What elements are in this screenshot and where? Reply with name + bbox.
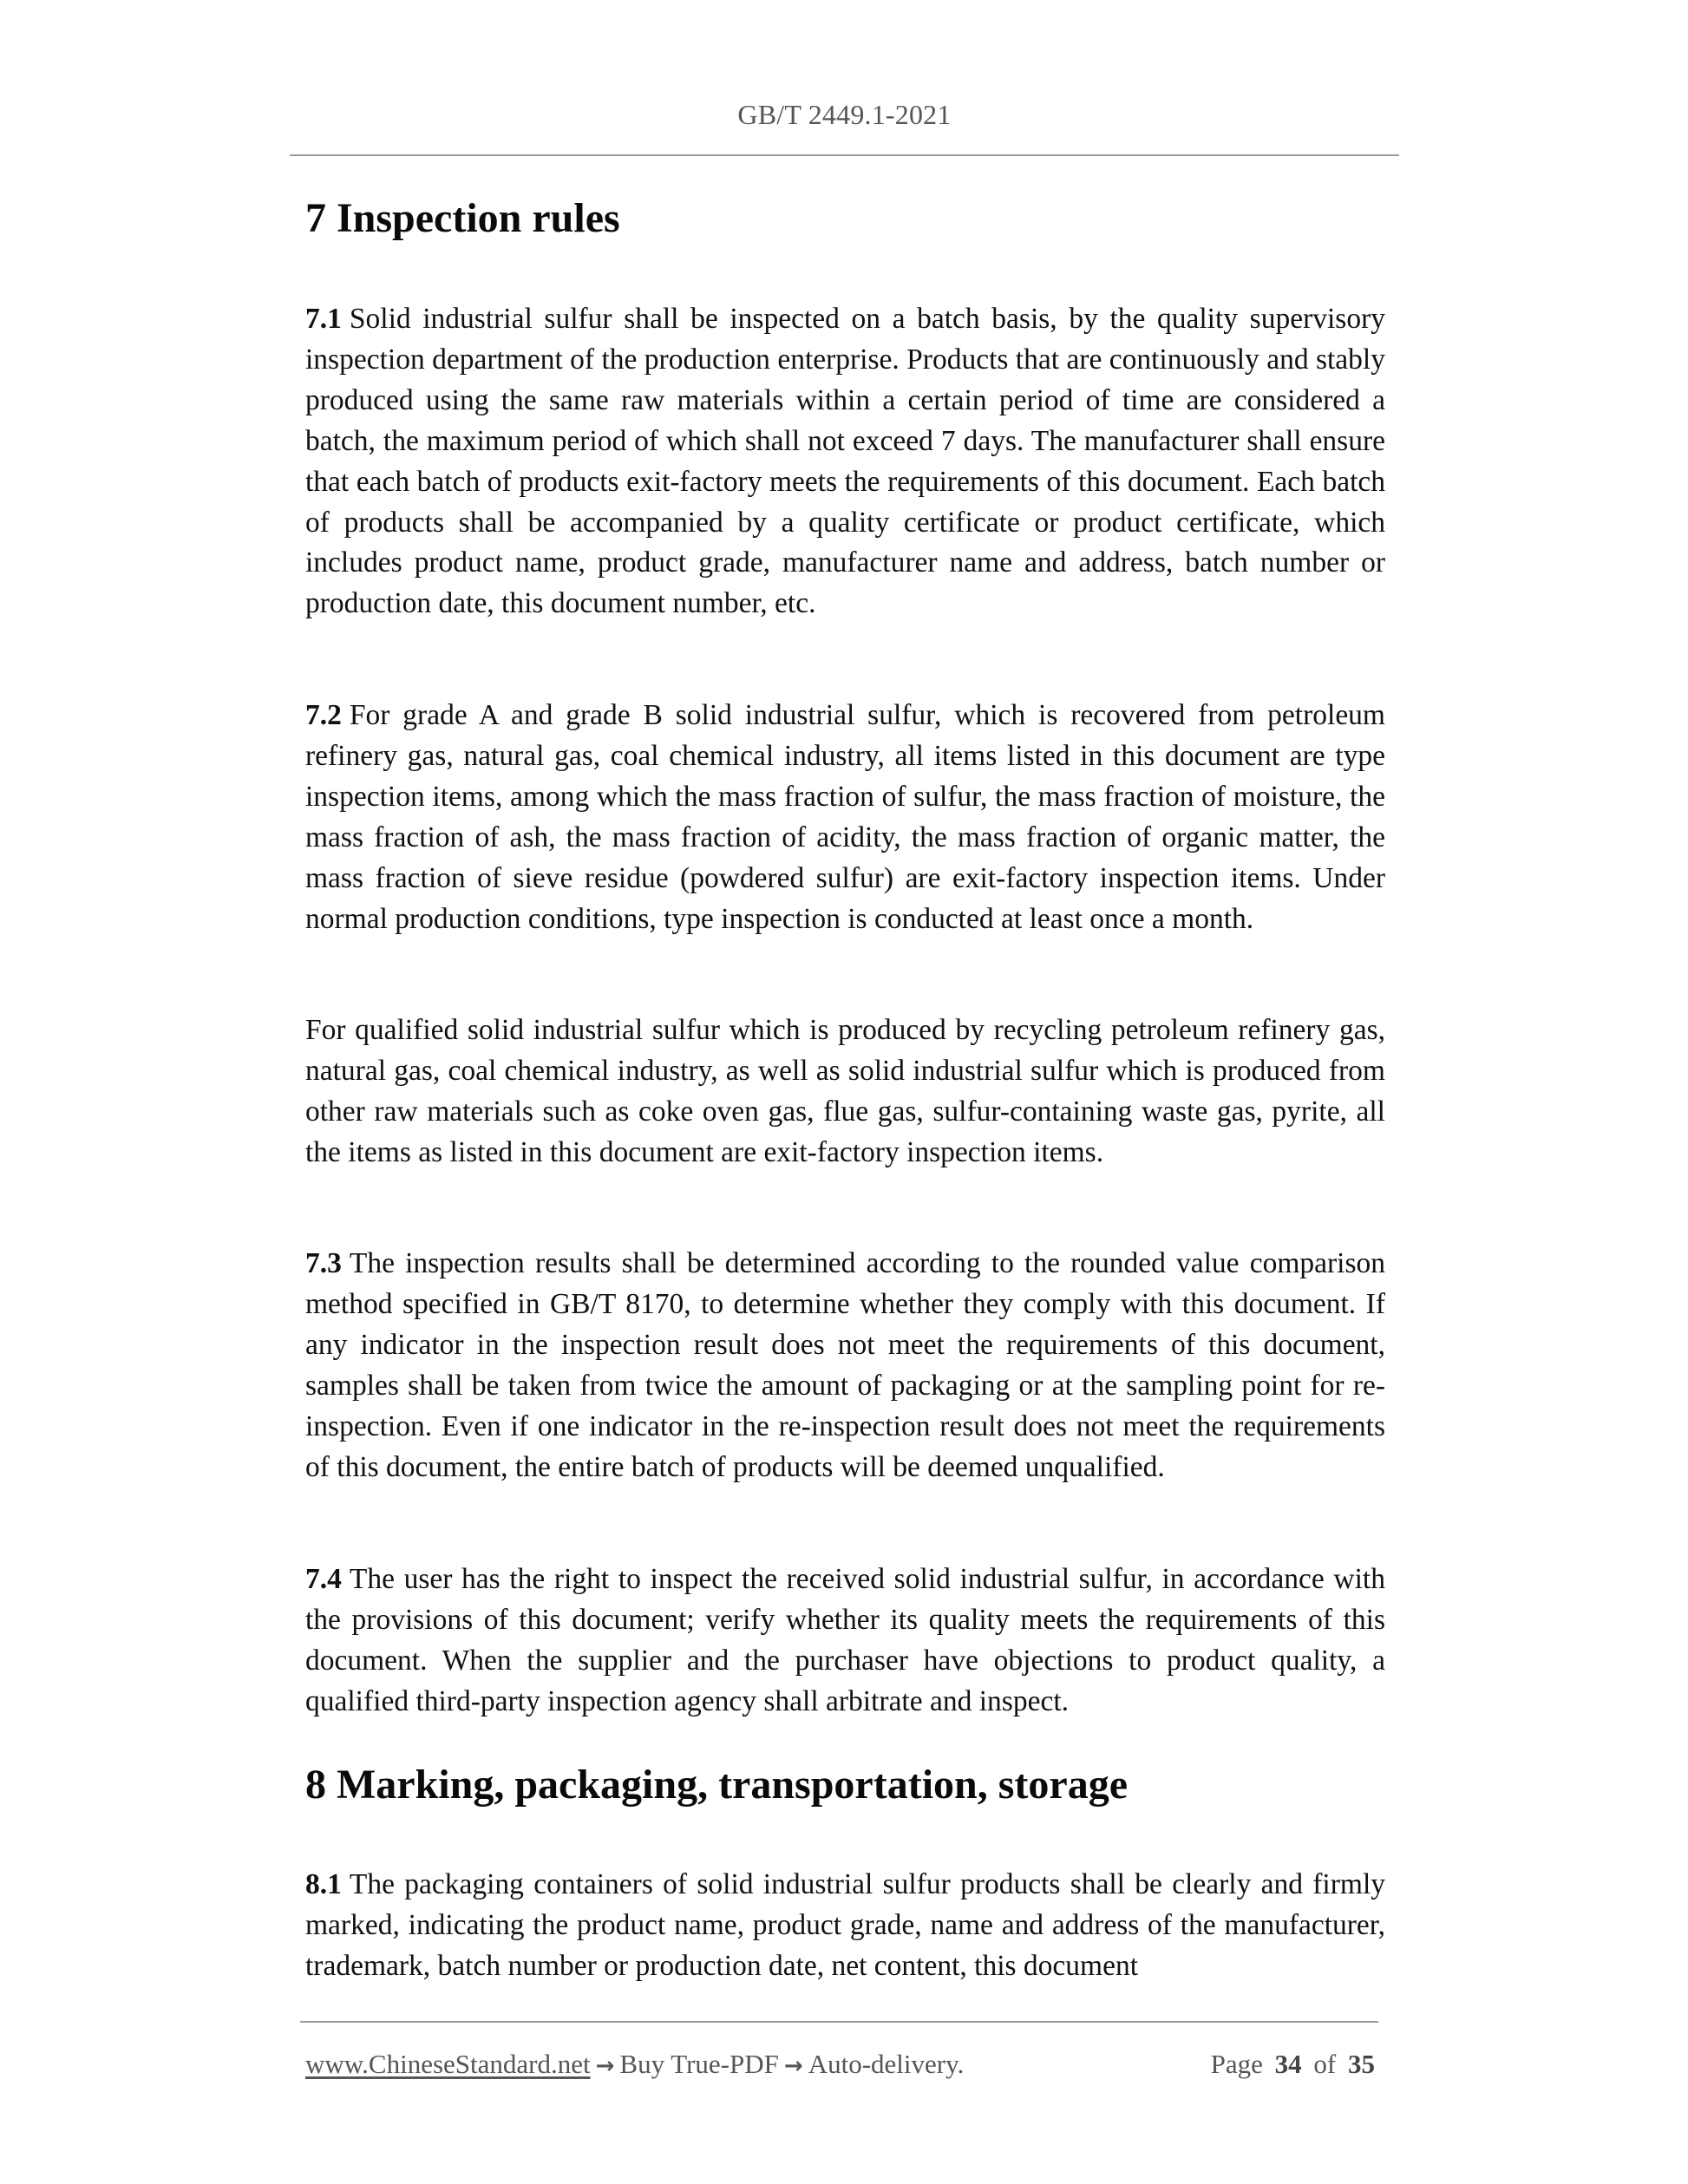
page-indicator (1211, 2049, 1375, 2080)
arrow-right-icon: → (595, 2053, 615, 2079)
clause-7-4 (305, 1560, 1385, 1723)
clause-7-2-continuation (305, 1010, 1385, 1174)
clause-number: 7.2 (305, 699, 342, 731)
section-heading-7: 7 Inspection rules (305, 195, 620, 241)
buy-true-pdf-text: Buy True-PDF (619, 2049, 779, 2079)
clause-text: For grade A and grade B solid industrial sulfur, which is recovered from petroleum refinery gas, natural gas, coal chemical industry, all items listed in this document are type inspection items, among which the mass fraction of sulfur, the mass fraction of moisture, the mass fraction of ash, the mass fraction of acidity, the mass fraction of organic matter, the mass fraction of sieve residue (powdered sulfur) are exit-factory inspection items. Under normal production conditions, type inspection is conducted at least once a month. (305, 699, 1385, 935)
site-link[interactable]: www.ChineseStandard.net (305, 2049, 591, 2079)
clause-number: 7.4 (305, 1563, 342, 1595)
clause-text: The user has the right to inspect the received solid industrial sulfur, in accordance with the provisions of this document; verify whether its quality meets the requirements of this document. When the supplier and the purchaser have objections to product quality, a qualified third-party inspection agency shall arbitrate and inspect. (305, 1563, 1385, 1717)
clause-text: For qualified solid industrial sulfur which is produced by recycling petroleum refinery gas, natural gas, coal chemical industry, as well as solid industrial sulfur which is produced from other raw materials such as coke oven gas, flue gas, sulfur-containing waste gas, pyrite, all the items as listed in this document are exit-factory inspection items. (305, 1014, 1385, 1168)
auto-delivery-text: Auto-delivery. (808, 2049, 965, 2079)
clause-number: 8.1 (305, 1868, 342, 1900)
clause-7-3 (305, 1244, 1385, 1488)
clause-text: Solid industrial sulfur shall be inspected on a batch basis, by the quality supervisory inspection department of the production enterprise. Products that are continuously and stably produced using the same raw materials within a certain period of time are considered a batch, the maximum period of which shall not exceed 7 days. The manufacturer shall ensure that each batch of products exit-factory meets the requirements of this document. Each batch of products shall be accompanied by a quality certificate or product certificate, which includes product name, product grade, manufacturer name and address, batch number or production date, this document number, etc. (305, 303, 1385, 620)
clause-number: 7.3 (305, 1247, 342, 1279)
page-label: Page (1210, 2049, 1263, 2079)
arrow-right-icon: → (783, 2053, 803, 2079)
clause-text: The inspection results shall be determined according to the rounded value comparison method specified in GB/T 8170, to determine whether they comply with this document. If any indicator in the inspection result does not meet the requirements of this document, samples shall be taken from twice the amount of packaging or at the sampling point for re-inspection. Even if one indicator in the re-inspection result does not meet the requirements of this document, the entire batch of products will be deemed unqualified. (305, 1247, 1385, 1483)
page-footer (300, 2021, 1378, 2079)
clause-text: The packaging containers of solid industrial sulfur products shall be clearly and firmly marked, indicating the product name, product grade, name and address of the manufacturer, trademark, batch number or production date, net content, this document (305, 1868, 1385, 1982)
total-pages-number: 35 (1348, 2049, 1375, 2079)
of-label: of (1313, 2049, 1337, 2079)
clause-number: 7.1 (305, 303, 342, 335)
clause-8-1 (305, 1865, 1385, 1987)
page-header (290, 97, 1399, 156)
clause-7-1 (305, 299, 1385, 624)
current-page-number: 34 (1274, 2049, 1302, 2079)
footer-promo (305, 2049, 964, 2080)
standard-code: GB/T 2449.1-2021 (737, 99, 952, 130)
section-heading-8: 8 Marking, packaging, transportation, storage (305, 1762, 1128, 1808)
clause-7-2 (305, 696, 1385, 939)
